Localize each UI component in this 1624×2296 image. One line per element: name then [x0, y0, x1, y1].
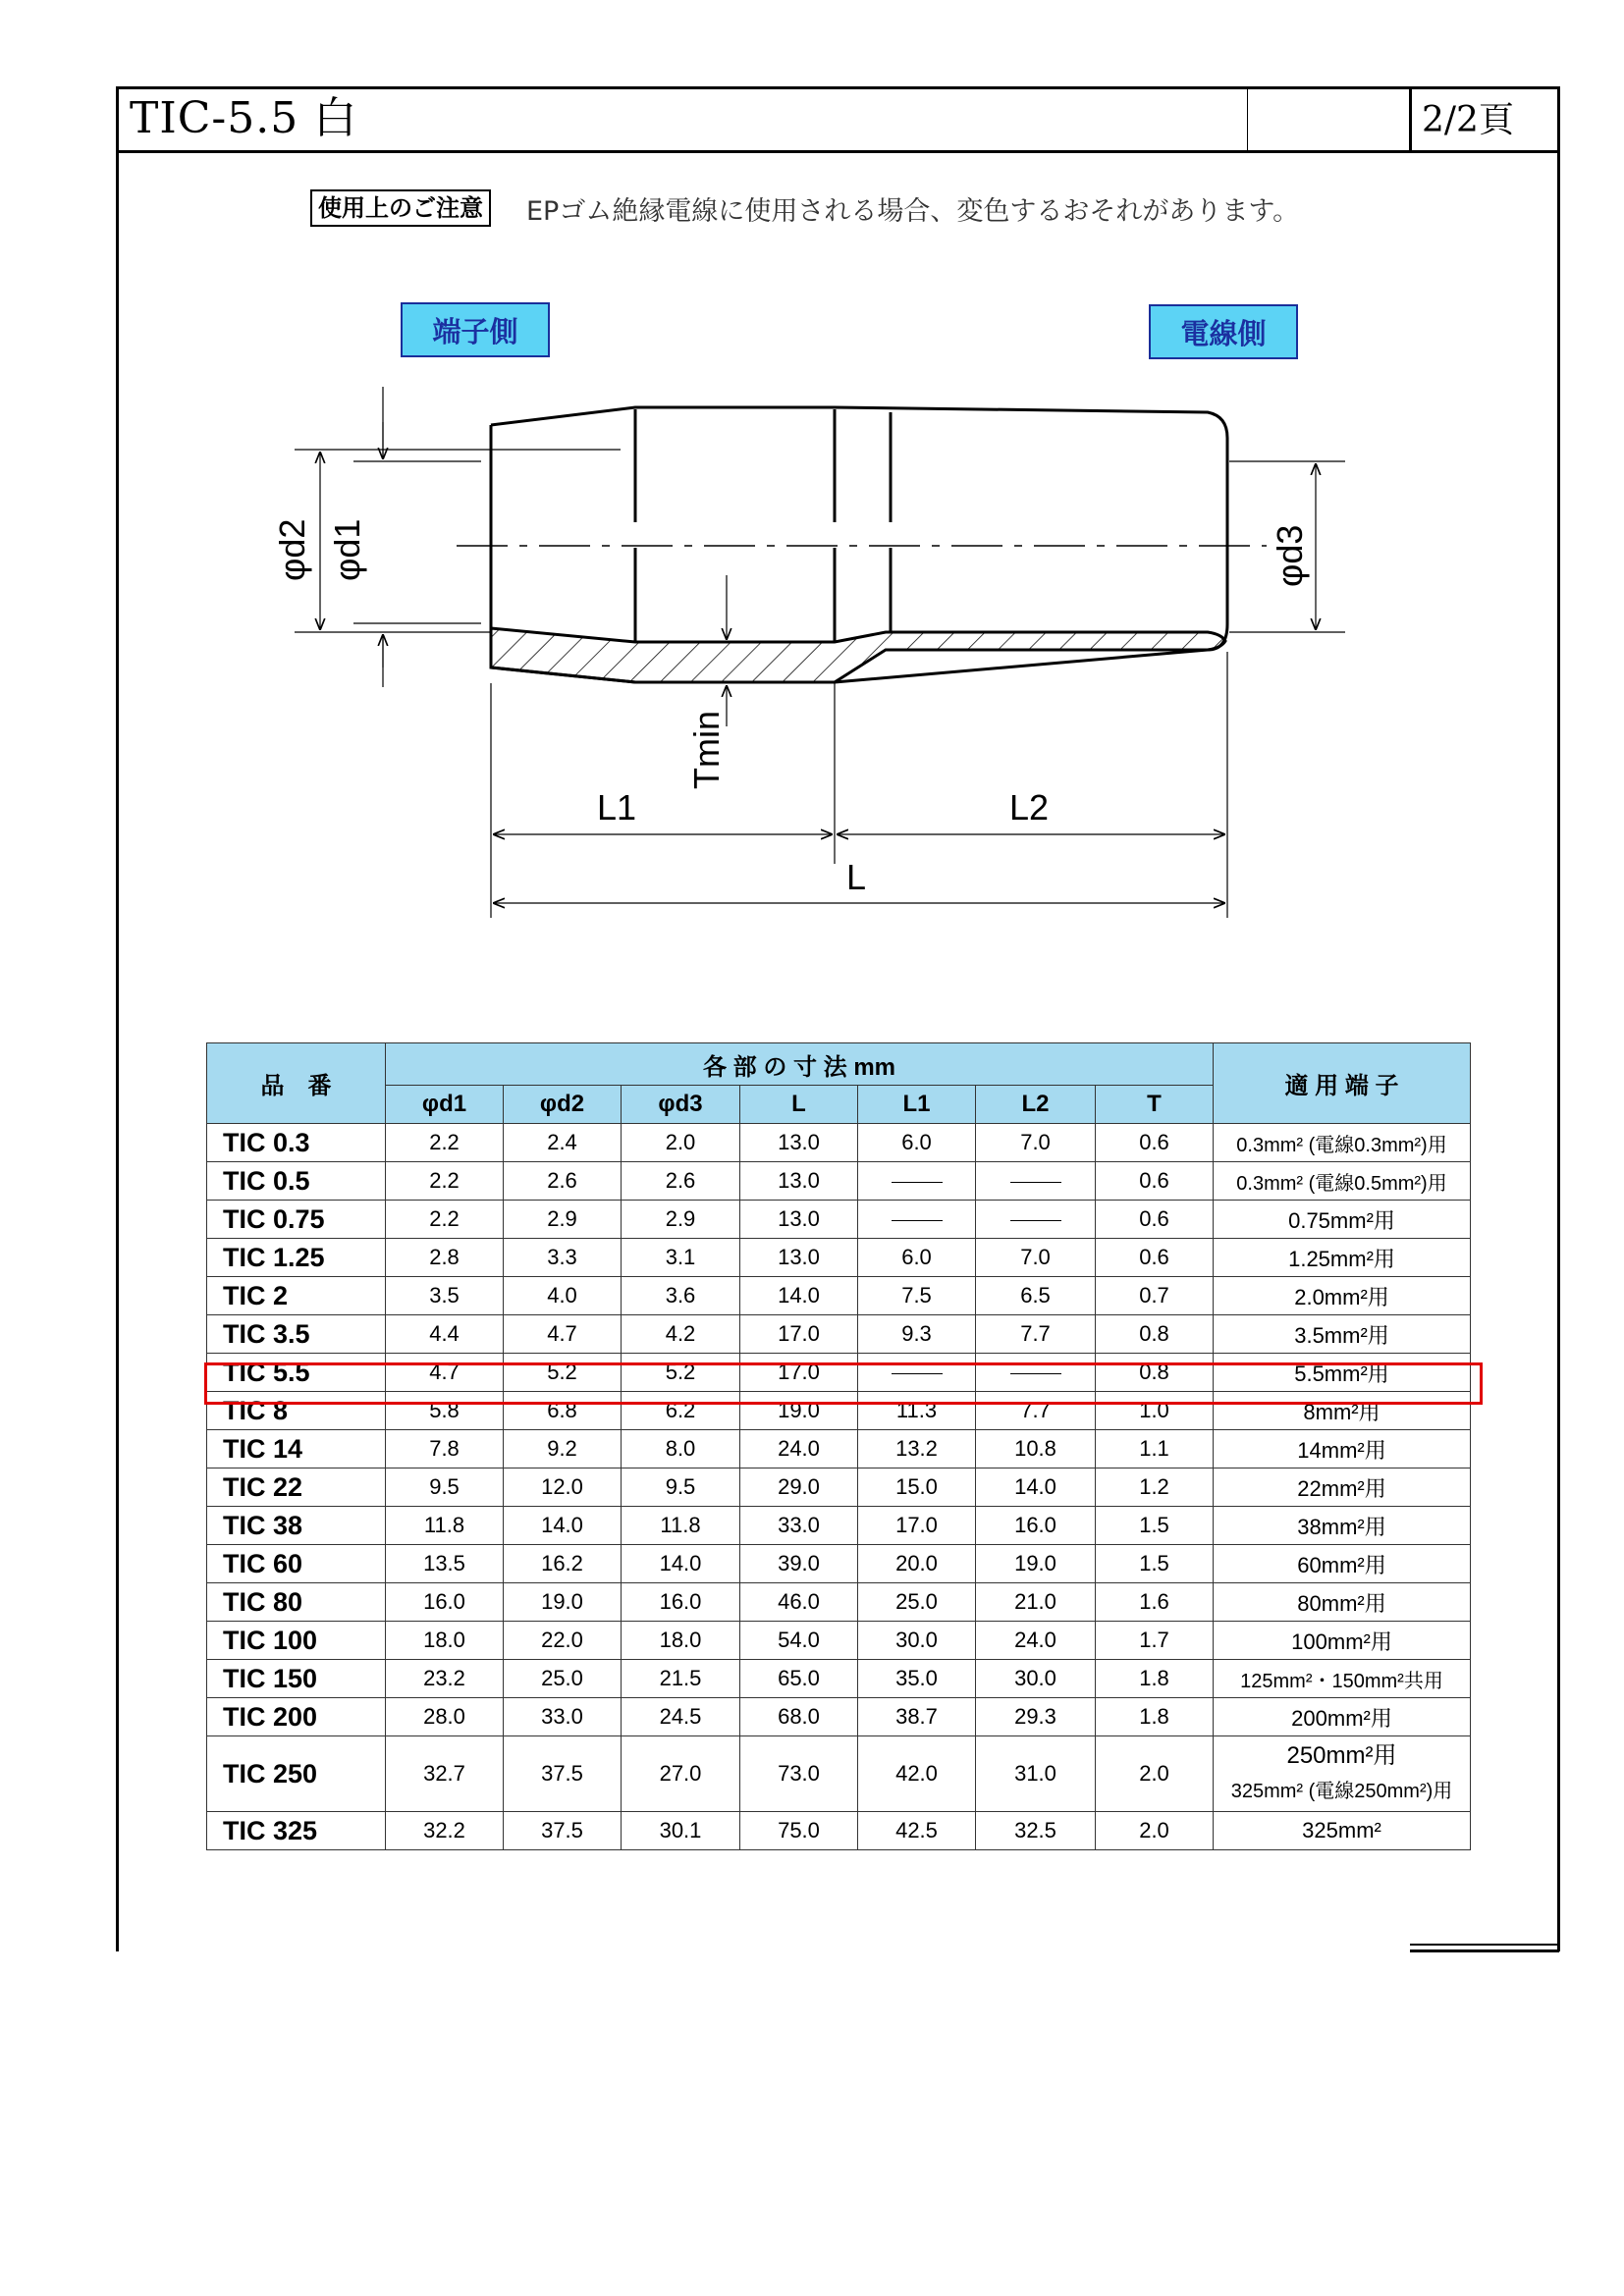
cell-t: 1.1 — [1096, 1430, 1214, 1468]
cell-d2: 6.8 — [504, 1392, 622, 1430]
cell-d1: 9.5 — [386, 1468, 504, 1507]
cell-l2: 29.3 — [976, 1698, 1096, 1736]
cell-d2: 4.0 — [504, 1277, 622, 1315]
cell-l1: 35.0 — [858, 1660, 976, 1698]
cell-t: 1.7 — [1096, 1622, 1214, 1660]
page-number: 2/2頁 — [1422, 100, 1514, 140]
cell-t: 0.6 — [1096, 1239, 1214, 1277]
cell-app: 125mm²・150mm²共用 — [1214, 1660, 1471, 1698]
spec-table-body — [207, 1124, 1471, 1850]
cell-model: TIC 100 — [207, 1622, 386, 1660]
cell-d3: 2.6 — [622, 1162, 740, 1201]
cell-l2: 32.5 — [976, 1812, 1096, 1850]
cell-d3: 27.0 — [622, 1736, 740, 1812]
cell-app: 3.5mm²用 — [1214, 1315, 1471, 1354]
cell-d2: 25.0 — [504, 1660, 622, 1698]
cell-d3: 3.1 — [622, 1239, 740, 1277]
cell-d2: 37.5 — [504, 1736, 622, 1812]
table-row — [207, 1201, 1471, 1239]
cell-l2: 7.7 — [976, 1315, 1096, 1354]
header-separator — [1409, 89, 1412, 150]
cell-l: 17.0 — [740, 1315, 858, 1354]
cell-d3: 24.5 — [622, 1698, 740, 1736]
table-row — [207, 1124, 1471, 1162]
dimensions-header: 各 部 の 寸 法 mm — [386, 1043, 1214, 1086]
cell-d3: 5.2 — [622, 1354, 740, 1392]
cell-t: 1.2 — [1096, 1468, 1214, 1507]
cell-l: 13.0 — [740, 1201, 858, 1239]
cell-d1: 7.8 — [386, 1430, 504, 1468]
l-label: L — [846, 857, 867, 897]
cell-d3: 2.0 — [622, 1124, 740, 1162]
bottom-rule — [1410, 1949, 1559, 1952]
dash-mark — [1010, 1220, 1061, 1221]
cell-app: 200mm²用 — [1214, 1698, 1471, 1736]
cell-l: 19.0 — [740, 1392, 858, 1430]
cell-d2: 2.9 — [504, 1201, 622, 1239]
cell-d2: 4.7 — [504, 1315, 622, 1354]
header-separator — [1247, 89, 1248, 150]
cell-l1: 42.5 — [858, 1812, 976, 1850]
sleeve-drawing — [236, 373, 1394, 942]
column-header: φd3 — [622, 1086, 740, 1124]
cell-d1: 2.2 — [386, 1201, 504, 1239]
cell-l2: 24.0 — [976, 1622, 1096, 1660]
cell-l1: 30.0 — [858, 1622, 976, 1660]
cell-d1: 4.4 — [386, 1315, 504, 1354]
cell-d3: 4.2 — [622, 1315, 740, 1354]
cell-t: 0.8 — [1096, 1354, 1214, 1392]
usage-notice — [310, 188, 1299, 228]
cell-d2: 12.0 — [504, 1468, 622, 1507]
cell-t: 0.6 — [1096, 1201, 1214, 1239]
cell-d3: 3.6 — [622, 1277, 740, 1315]
table-row — [207, 1698, 1471, 1736]
cell-l: 75.0 — [740, 1812, 858, 1850]
cell-model: TIC 5.5 — [207, 1354, 386, 1392]
cell-app: 38mm²用 — [1214, 1507, 1471, 1545]
cell-t: 2.0 — [1096, 1736, 1214, 1812]
table-row — [207, 1545, 1471, 1583]
cell-l2: 19.0 — [976, 1545, 1096, 1583]
cell-model: TIC 250 — [207, 1736, 386, 1812]
cell-l: 68.0 — [740, 1698, 858, 1736]
cell-d3: 11.8 — [622, 1507, 740, 1545]
tmin-label: Tmin — [686, 711, 727, 789]
table-row — [207, 1622, 1471, 1660]
cell-d2: 33.0 — [504, 1698, 622, 1736]
cell-t: 2.0 — [1096, 1812, 1214, 1850]
cell-l: 14.0 — [740, 1277, 858, 1315]
table-row — [207, 1736, 1471, 1812]
cell-d3: 8.0 — [622, 1430, 740, 1468]
cell-app: 1.25mm²用 — [1214, 1239, 1471, 1277]
cell-model: TIC 150 — [207, 1660, 386, 1698]
cell-l2: 30.0 — [976, 1660, 1096, 1698]
document-header — [116, 86, 1557, 153]
cell-d3: 6.2 — [622, 1392, 740, 1430]
cell-model: TIC 22 — [207, 1468, 386, 1507]
cell-model: TIC 1.25 — [207, 1239, 386, 1277]
cell-l2 — [976, 1162, 1096, 1201]
frame-left-border — [116, 86, 119, 1951]
l2-label: L2 — [1009, 787, 1050, 828]
cell-app — [1214, 1736, 1471, 1812]
table-row — [207, 1239, 1471, 1277]
table-row — [207, 1583, 1471, 1622]
cell-d1: 28.0 — [386, 1698, 504, 1736]
column-header: T — [1096, 1086, 1214, 1124]
table-row — [207, 1430, 1471, 1468]
cell-app: 0.3mm² (電線0.3mm²)用 — [1214, 1124, 1471, 1162]
cell-l1: 6.0 — [858, 1124, 976, 1162]
cell-l1: 6.0 — [858, 1239, 976, 1277]
cell-d1: 18.0 — [386, 1622, 504, 1660]
column-header: L2 — [976, 1086, 1096, 1124]
cell-d2: 2.4 — [504, 1124, 622, 1162]
cell-d2: 16.2 — [504, 1545, 622, 1583]
document-title: TIC-5.5 白 — [130, 93, 358, 143]
cell-app: 0.3mm² (電線0.5mm²)用 — [1214, 1162, 1471, 1201]
cell-l: 39.0 — [740, 1545, 858, 1583]
cell-d1: 32.2 — [386, 1812, 504, 1850]
cell-d1: 23.2 — [386, 1660, 504, 1698]
cell-app: 80mm²用 — [1214, 1583, 1471, 1622]
cell-d2: 5.2 — [504, 1354, 622, 1392]
cell-l1: 38.7 — [858, 1698, 976, 1736]
dash-mark — [892, 1182, 943, 1183]
cell-model: TIC 0.5 — [207, 1162, 386, 1201]
d2-label: φd2 — [272, 518, 312, 581]
terminal-side-label: 端子側 — [401, 302, 550, 357]
cell-l1: 7.5 — [858, 1277, 976, 1315]
cell-l1: 42.0 — [858, 1736, 976, 1812]
cell-l: 54.0 — [740, 1622, 858, 1660]
cell-l2: 14.0 — [976, 1468, 1096, 1507]
cell-app: 100mm²用 — [1214, 1622, 1471, 1660]
cell-l1 — [858, 1201, 976, 1239]
app-line: 325mm² (電線250mm²)用 — [1230, 1781, 1453, 1802]
cell-l1: 13.2 — [858, 1430, 976, 1468]
cell-d3: 16.0 — [622, 1583, 740, 1622]
column-header: φd2 — [504, 1086, 622, 1124]
cell-t: 1.5 — [1096, 1545, 1214, 1583]
cell-app: 14mm²用 — [1214, 1430, 1471, 1468]
cell-l: 46.0 — [740, 1583, 858, 1622]
cell-d3: 9.5 — [622, 1468, 740, 1507]
cell-app: 0.75mm²用 — [1214, 1201, 1471, 1239]
bottom-rule — [1410, 1944, 1559, 1946]
highlight-box-tic-5-5 — [204, 1362, 1483, 1405]
cell-d2: 19.0 — [504, 1583, 622, 1622]
frame-right-border — [1557, 86, 1560, 1951]
cell-t: 1.0 — [1096, 1392, 1214, 1430]
cell-d3: 30.1 — [622, 1812, 740, 1850]
cell-t: 1.8 — [1096, 1698, 1214, 1736]
cell-d1: 2.2 — [386, 1124, 504, 1162]
dash-mark — [1010, 1182, 1061, 1183]
l1-label: L1 — [597, 787, 637, 828]
cell-model: TIC 200 — [207, 1698, 386, 1736]
cell-d2: 3.3 — [504, 1239, 622, 1277]
cell-d2: 22.0 — [504, 1622, 622, 1660]
cell-l2: 6.5 — [976, 1277, 1096, 1315]
cell-app: 5.5mm²用 — [1214, 1354, 1471, 1392]
cell-l: 73.0 — [740, 1736, 858, 1812]
column-header: L1 — [858, 1086, 976, 1124]
cell-d2: 2.6 — [504, 1162, 622, 1201]
model-header: 品 番 — [207, 1043, 386, 1124]
cell-l2: 7.0 — [976, 1124, 1096, 1162]
cell-l: 24.0 — [740, 1430, 858, 1468]
table-row — [207, 1468, 1471, 1507]
cell-model: TIC 38 — [207, 1507, 386, 1545]
table-row — [207, 1162, 1471, 1201]
cell-l1: 17.0 — [858, 1507, 976, 1545]
cell-d2: 14.0 — [504, 1507, 622, 1545]
cell-d1: 3.5 — [386, 1277, 504, 1315]
cell-d3: 2.9 — [622, 1201, 740, 1239]
column-header: φd1 — [386, 1086, 504, 1124]
cell-model: TIC 8 — [207, 1392, 386, 1430]
cell-l: 13.0 — [740, 1124, 858, 1162]
notice-label: 使用上のご注意 — [310, 189, 491, 227]
cell-app: 60mm²用 — [1214, 1545, 1471, 1583]
notice-text: EPゴム絶縁電線に使用される場合、変色するおそれがあります。 — [526, 195, 1300, 227]
cell-d1: 32.7 — [386, 1736, 504, 1812]
cell-l2: 31.0 — [976, 1736, 1096, 1812]
cell-d2: 37.5 — [504, 1812, 622, 1850]
cell-model: TIC 60 — [207, 1545, 386, 1583]
cell-l2: 7.7 — [976, 1392, 1096, 1430]
cell-d1: 5.8 — [386, 1392, 504, 1430]
d3-label: φd3 — [1270, 524, 1310, 587]
cell-t: 0.7 — [1096, 1277, 1214, 1315]
cell-d1: 2.2 — [386, 1162, 504, 1201]
cell-l1: 20.0 — [858, 1545, 976, 1583]
spec-table — [206, 1042, 1471, 1850]
cell-l: 33.0 — [740, 1507, 858, 1545]
cell-model: TIC 3.5 — [207, 1315, 386, 1354]
cell-model: TIC 0.75 — [207, 1201, 386, 1239]
cell-d3: 14.0 — [622, 1545, 740, 1583]
cell-t: 1.5 — [1096, 1507, 1214, 1545]
wire-side-label: 電線側 — [1149, 304, 1298, 359]
cell-model: TIC 2 — [207, 1277, 386, 1315]
cell-l: 13.0 — [740, 1162, 858, 1201]
cell-d1: 11.8 — [386, 1507, 504, 1545]
cell-t: 1.8 — [1096, 1660, 1214, 1698]
cell-t: 0.8 — [1096, 1315, 1214, 1354]
sleeve-wall-hatch — [491, 628, 1225, 682]
cell-l1: 15.0 — [858, 1468, 976, 1507]
cell-d3: 18.0 — [622, 1622, 740, 1660]
table-row — [207, 1812, 1471, 1850]
cell-d1: 13.5 — [386, 1545, 504, 1583]
cell-l: 65.0 — [740, 1660, 858, 1698]
cell-l1: 25.0 — [858, 1583, 976, 1622]
cell-d1: 16.0 — [386, 1583, 504, 1622]
cell-app: 325mm² — [1214, 1812, 1471, 1850]
cell-t: 0.6 — [1096, 1162, 1214, 1201]
applicable-terminal-header: 適 用 端 子 — [1214, 1043, 1471, 1124]
cell-l2: 7.0 — [976, 1239, 1096, 1277]
cell-l: 17.0 — [740, 1354, 858, 1392]
cell-t: 0.6 — [1096, 1124, 1214, 1162]
cell-l: 29.0 — [740, 1468, 858, 1507]
cell-model: TIC 325 — [207, 1812, 386, 1850]
cell-l2: 16.0 — [976, 1507, 1096, 1545]
cell-model: TIC 14 — [207, 1430, 386, 1468]
cell-d2: 9.2 — [504, 1430, 622, 1468]
table-row — [207, 1315, 1471, 1354]
cell-model: TIC 0.3 — [207, 1124, 386, 1162]
cell-t: 1.6 — [1096, 1583, 1214, 1622]
cell-l1: 9.3 — [858, 1315, 976, 1354]
cell-d1: 4.7 — [386, 1354, 504, 1392]
cell-app: 22mm²用 — [1214, 1468, 1471, 1507]
cell-l1: 11.3 — [858, 1392, 976, 1430]
dash-mark — [892, 1220, 943, 1221]
cell-model: TIC 80 — [207, 1583, 386, 1622]
table-row — [207, 1277, 1471, 1315]
cell-app: 2.0mm²用 — [1214, 1277, 1471, 1315]
cell-app: 8mm²用 — [1214, 1392, 1471, 1430]
cell-l2 — [976, 1201, 1096, 1239]
cell-l2: 10.8 — [976, 1430, 1096, 1468]
cell-l: 13.0 — [740, 1239, 858, 1277]
column-header: L — [740, 1086, 858, 1124]
table-row — [207, 1507, 1471, 1545]
cell-l2: 21.0 — [976, 1583, 1096, 1622]
app-line: 250mm²用 — [1286, 1742, 1397, 1769]
table-row — [207, 1660, 1471, 1698]
cell-l1 — [858, 1162, 976, 1201]
cell-d1: 2.8 — [386, 1239, 504, 1277]
d1-label: φd1 — [327, 518, 367, 581]
cell-d3: 21.5 — [622, 1660, 740, 1698]
